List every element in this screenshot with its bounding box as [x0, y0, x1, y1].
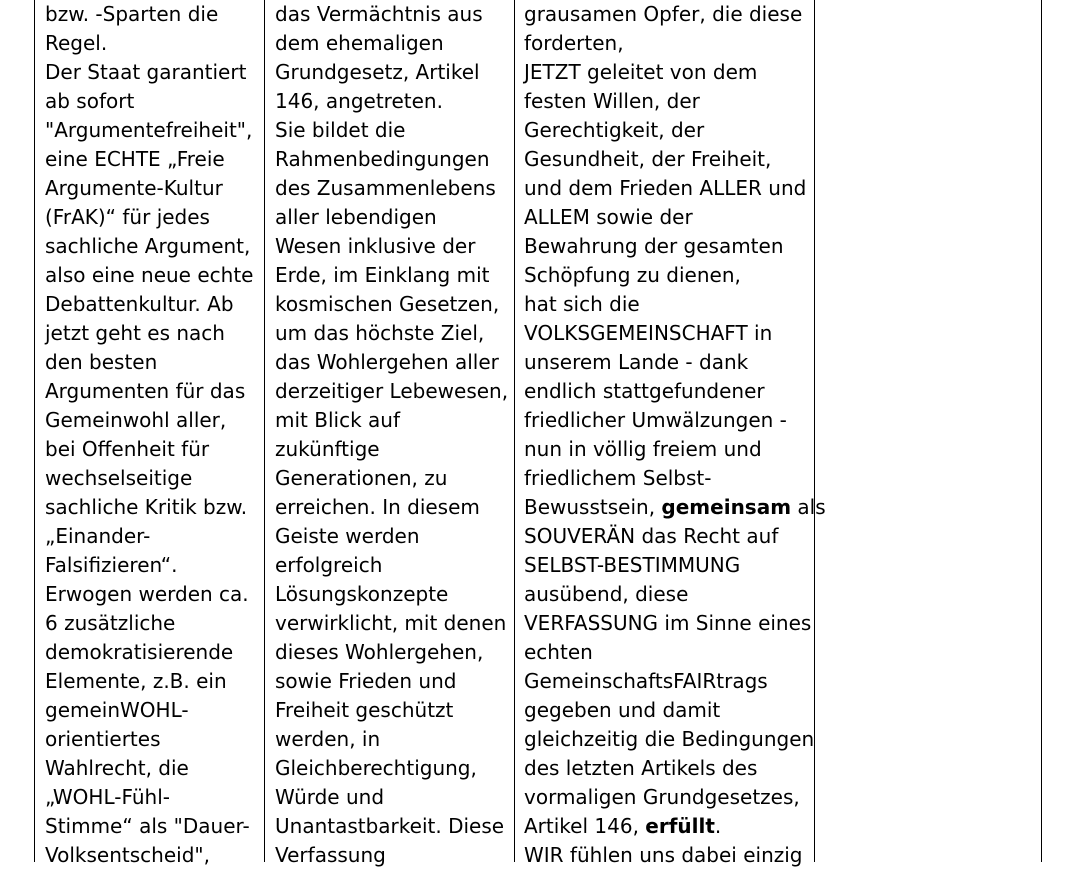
text-line [524, 638, 826, 667]
text-line-content: aller lebendigen [275, 205, 437, 229]
text-line [275, 725, 508, 754]
text-line-content: ALLEM sowie der [524, 205, 693, 229]
text-line [524, 87, 826, 116]
text-line-content: Würde und [275, 785, 385, 809]
text-line [275, 435, 508, 464]
text-line-content: grausamen Opfer, die diese [524, 2, 803, 26]
text-line-content: Grundgesetz, Artikel [275, 60, 480, 84]
text-line-content: das Vermächtnis aus [275, 2, 483, 26]
text-line [524, 841, 826, 870]
text-line-content: um das höchste Ziel, [275, 321, 485, 345]
text-line [275, 696, 508, 725]
text-line-content: ausübend, diese [524, 582, 689, 606]
text-line-content: 146, angetreten. [275, 89, 443, 113]
text-line [45, 522, 253, 551]
text-line [45, 261, 253, 290]
text-line [524, 116, 826, 145]
text-line [524, 464, 826, 493]
text-line-content: dem ehemaligen [275, 31, 444, 55]
text-line [524, 290, 826, 319]
text-line-content: demokratisierende [45, 640, 234, 664]
text-line [275, 145, 508, 174]
text-line-content: Argumenten für das [45, 379, 246, 403]
text-line [275, 551, 508, 580]
text-line-content: Gleichberechtigung, [275, 756, 477, 780]
text-line [45, 174, 253, 203]
text-line-content: also eine neue echte [45, 263, 254, 287]
text-line-content: Erwogen werden ca. [45, 582, 249, 606]
text-line [275, 493, 508, 522]
text-line-content: vormaligen Grundgesetzes, [524, 785, 800, 809]
text-line [524, 261, 826, 290]
text-line-content: Schöpfung zu dienen, [524, 263, 741, 287]
text-line [524, 435, 826, 464]
text-line [524, 174, 826, 203]
text-line [275, 29, 508, 58]
text-line-content: VERFASSUNG im Sinne eines [524, 611, 812, 635]
text-line [45, 667, 253, 696]
text-line [275, 406, 508, 435]
text-line-content: „WOHL-Fühl- [45, 785, 170, 809]
text-line-content: Artikel 146, [524, 814, 646, 838]
text-line-content: Falsifizieren“. [45, 553, 178, 577]
text-line [45, 841, 253, 870]
text-line [45, 232, 253, 261]
text-line [45, 116, 253, 145]
text-line [524, 203, 826, 232]
text-line-content: Regel. [45, 31, 108, 55]
bold-text: gemeinsam [661, 495, 792, 519]
text-line-content: Gerechtigkeit, der [524, 118, 705, 142]
text-line-content: Argumente-Kultur [45, 176, 223, 200]
text-line-content: Debattenkultur. Ab [45, 292, 234, 316]
text-line-content: (FrAK)“ für jedes [45, 205, 210, 229]
text-line-content: sachliche Kritik bzw. [45, 495, 248, 519]
text-line [275, 667, 508, 696]
text-line [524, 667, 826, 696]
text-line [45, 435, 253, 464]
text-line-content: GemeinschaftsFAIRtrags [524, 669, 768, 693]
bold-text: erfüllt [645, 814, 715, 838]
text-line-content: derzeitiger Lebewesen, [275, 379, 509, 403]
text-line-content: erfolgreich [275, 553, 383, 577]
text-line [275, 319, 508, 348]
text-line [275, 580, 508, 609]
text-line [45, 377, 253, 406]
text-line-content: erreichen. In diesem [275, 495, 480, 519]
text-line-content: unserem Lande - dank [524, 350, 749, 374]
text-line [524, 551, 826, 580]
text-line [524, 609, 826, 638]
text-line [275, 203, 508, 232]
text-line-content: gemeinWOHL- [45, 698, 189, 722]
text-line [45, 725, 253, 754]
text-line [275, 87, 508, 116]
text-line-content: Rahmenbedingungen [275, 147, 490, 171]
text-line-content: Geiste werden [275, 524, 420, 548]
text-line [45, 0, 253, 29]
text-line-content: ab sofort [45, 89, 135, 113]
text-line-content: zukünftige [275, 437, 380, 461]
text-line [275, 290, 508, 319]
text-line-content: orientiertes [45, 727, 161, 751]
text-line-content: eine ECHTE „Freie [45, 147, 225, 171]
text-line-content: Bewusstsein, [524, 495, 662, 519]
text-line-content: gleichzeitig die Bedingungen [524, 727, 815, 751]
text-line [275, 261, 508, 290]
text-line [45, 754, 253, 783]
text-line-content: . [714, 814, 722, 838]
text-line-content: WIR fühlen uns dabei einzig [524, 843, 803, 867]
text-line-content: Volksentscheid", [45, 843, 210, 867]
text-line-content: „Einander- [45, 524, 151, 548]
text-line [524, 58, 826, 87]
text-line-content: SELBST-BESTIMMUNG [524, 553, 741, 577]
text-line [275, 174, 508, 203]
text-line-content: Generationen, zu [275, 466, 448, 490]
text-line-content: Lösungskonzepte [275, 582, 449, 606]
text-line [524, 580, 826, 609]
text-line-content: JETZT geleitet von dem [524, 60, 758, 84]
text-line-content: friedlichem Selbst- [524, 466, 712, 490]
text-line [524, 348, 826, 377]
text-line-content: dieses Wohlergehen, [275, 640, 484, 664]
table-border-col1-col2 [264, 0, 265, 862]
text-line-content: sachliche Argument, [45, 234, 251, 258]
text-line [45, 29, 253, 58]
text-line [275, 377, 508, 406]
text-line-content: VOLKSGEMEINSCHAFT in [524, 321, 773, 345]
text-line-content: Bewahrung der gesamten [524, 234, 784, 258]
text-line [45, 406, 253, 435]
text-line-content: Gemeinwohl aller, [45, 408, 227, 432]
text-line [275, 0, 508, 29]
text-line-content: das Wohlergehen aller [275, 350, 499, 374]
text-line [45, 696, 253, 725]
text-line [275, 116, 508, 145]
table-cell-column-1 [45, 0, 253, 870]
text-line [524, 319, 826, 348]
text-line [275, 232, 508, 261]
text-line [45, 58, 253, 87]
text-line-content: 6 zusätzliche [45, 611, 176, 635]
text-line [275, 812, 508, 841]
text-line [524, 406, 826, 435]
text-line-content: Wesen inklusive der [275, 234, 476, 258]
text-line [45, 464, 253, 493]
text-line-content: bzw. -Sparten die [45, 2, 219, 26]
text-line [275, 522, 508, 551]
text-line-content: festen Willen, der [524, 89, 700, 113]
text-line [524, 754, 826, 783]
text-line [275, 58, 508, 87]
text-line-content: mit Blick auf [275, 408, 400, 432]
text-line-content: wechselseitige [45, 466, 193, 490]
text-line [524, 0, 826, 29]
text-line-content: Der Staat garantiert [45, 60, 247, 84]
text-line-content: werden, in [275, 727, 381, 751]
text-line [524, 493, 826, 522]
text-line-content: echten [524, 640, 593, 664]
text-line [45, 580, 253, 609]
text-line-content: Unantastbarkeit. Diese [275, 814, 505, 838]
text-line-content: Elemente, z.B. ein [45, 669, 227, 693]
text-line [275, 638, 508, 667]
text-line [275, 754, 508, 783]
table-border-col2-col3 [514, 0, 515, 862]
text-line-content: Stimme“ als "Dauer- [45, 814, 250, 838]
text-line [524, 29, 826, 58]
text-line [45, 493, 253, 522]
text-line [524, 377, 826, 406]
text-line-content: gegeben und damit [524, 698, 721, 722]
text-line-content: verwirklicht, mit denen [275, 611, 507, 635]
text-line [524, 725, 826, 754]
text-line-content: jetzt geht es nach [45, 321, 225, 345]
text-line [524, 812, 826, 841]
text-line-content: forderten, [524, 31, 624, 55]
text-line [45, 609, 253, 638]
table-border-left [34, 0, 35, 862]
text-line [275, 841, 508, 870]
text-line-content: Verfassung [275, 843, 386, 867]
text-line [275, 609, 508, 638]
text-line [524, 783, 826, 812]
text-line [45, 348, 253, 377]
text-line-content: nun in völlig freiem und [524, 437, 762, 461]
text-line-content: endlich stattgefundener [524, 379, 765, 403]
text-line [275, 348, 508, 377]
text-line-content: bei Offenheit für [45, 437, 210, 461]
text-line [524, 232, 826, 261]
text-line-content: des Zusammenlebens [275, 176, 496, 200]
text-line-content: SOUVERÄN das Recht auf [524, 524, 779, 548]
text-line [275, 464, 508, 493]
text-line [45, 319, 253, 348]
text-line [45, 551, 253, 580]
table-border-right [1041, 0, 1042, 862]
text-line-content: kosmischen Gesetzen, [275, 292, 500, 316]
table-cell-column-3 [524, 0, 826, 870]
text-line-content: den besten [45, 350, 158, 374]
text-line [45, 87, 253, 116]
text-line-content: als [791, 495, 826, 519]
text-line-content: Gesundheit, der Freiheit, [524, 147, 772, 171]
text-line-content: friedlicher Umwälzungen - [524, 408, 787, 432]
text-line-content: hat sich die [524, 292, 640, 316]
text-line-content: Sie bildet die [275, 118, 406, 142]
text-line-content: Erde, im Einklang mit [275, 263, 490, 287]
text-line [45, 638, 253, 667]
text-line-content: Wahlrecht, die [45, 756, 189, 780]
table-cell-column-2 [275, 0, 508, 870]
text-line [524, 145, 826, 174]
text-line-content: "Argumentefreiheit", [45, 118, 253, 142]
text-line [524, 522, 826, 551]
text-line-content: des letzten Artikels des [524, 756, 758, 780]
text-line-content: Freiheit geschützt [275, 698, 454, 722]
text-line [45, 145, 253, 174]
text-line-content: sowie Frieden und [275, 669, 457, 693]
text-line [275, 783, 508, 812]
text-line [45, 290, 253, 319]
text-line [524, 696, 826, 725]
text-line [45, 812, 253, 841]
text-line [45, 203, 253, 232]
text-line [45, 783, 253, 812]
text-line-content: und dem Frieden ALLER und [524, 176, 807, 200]
